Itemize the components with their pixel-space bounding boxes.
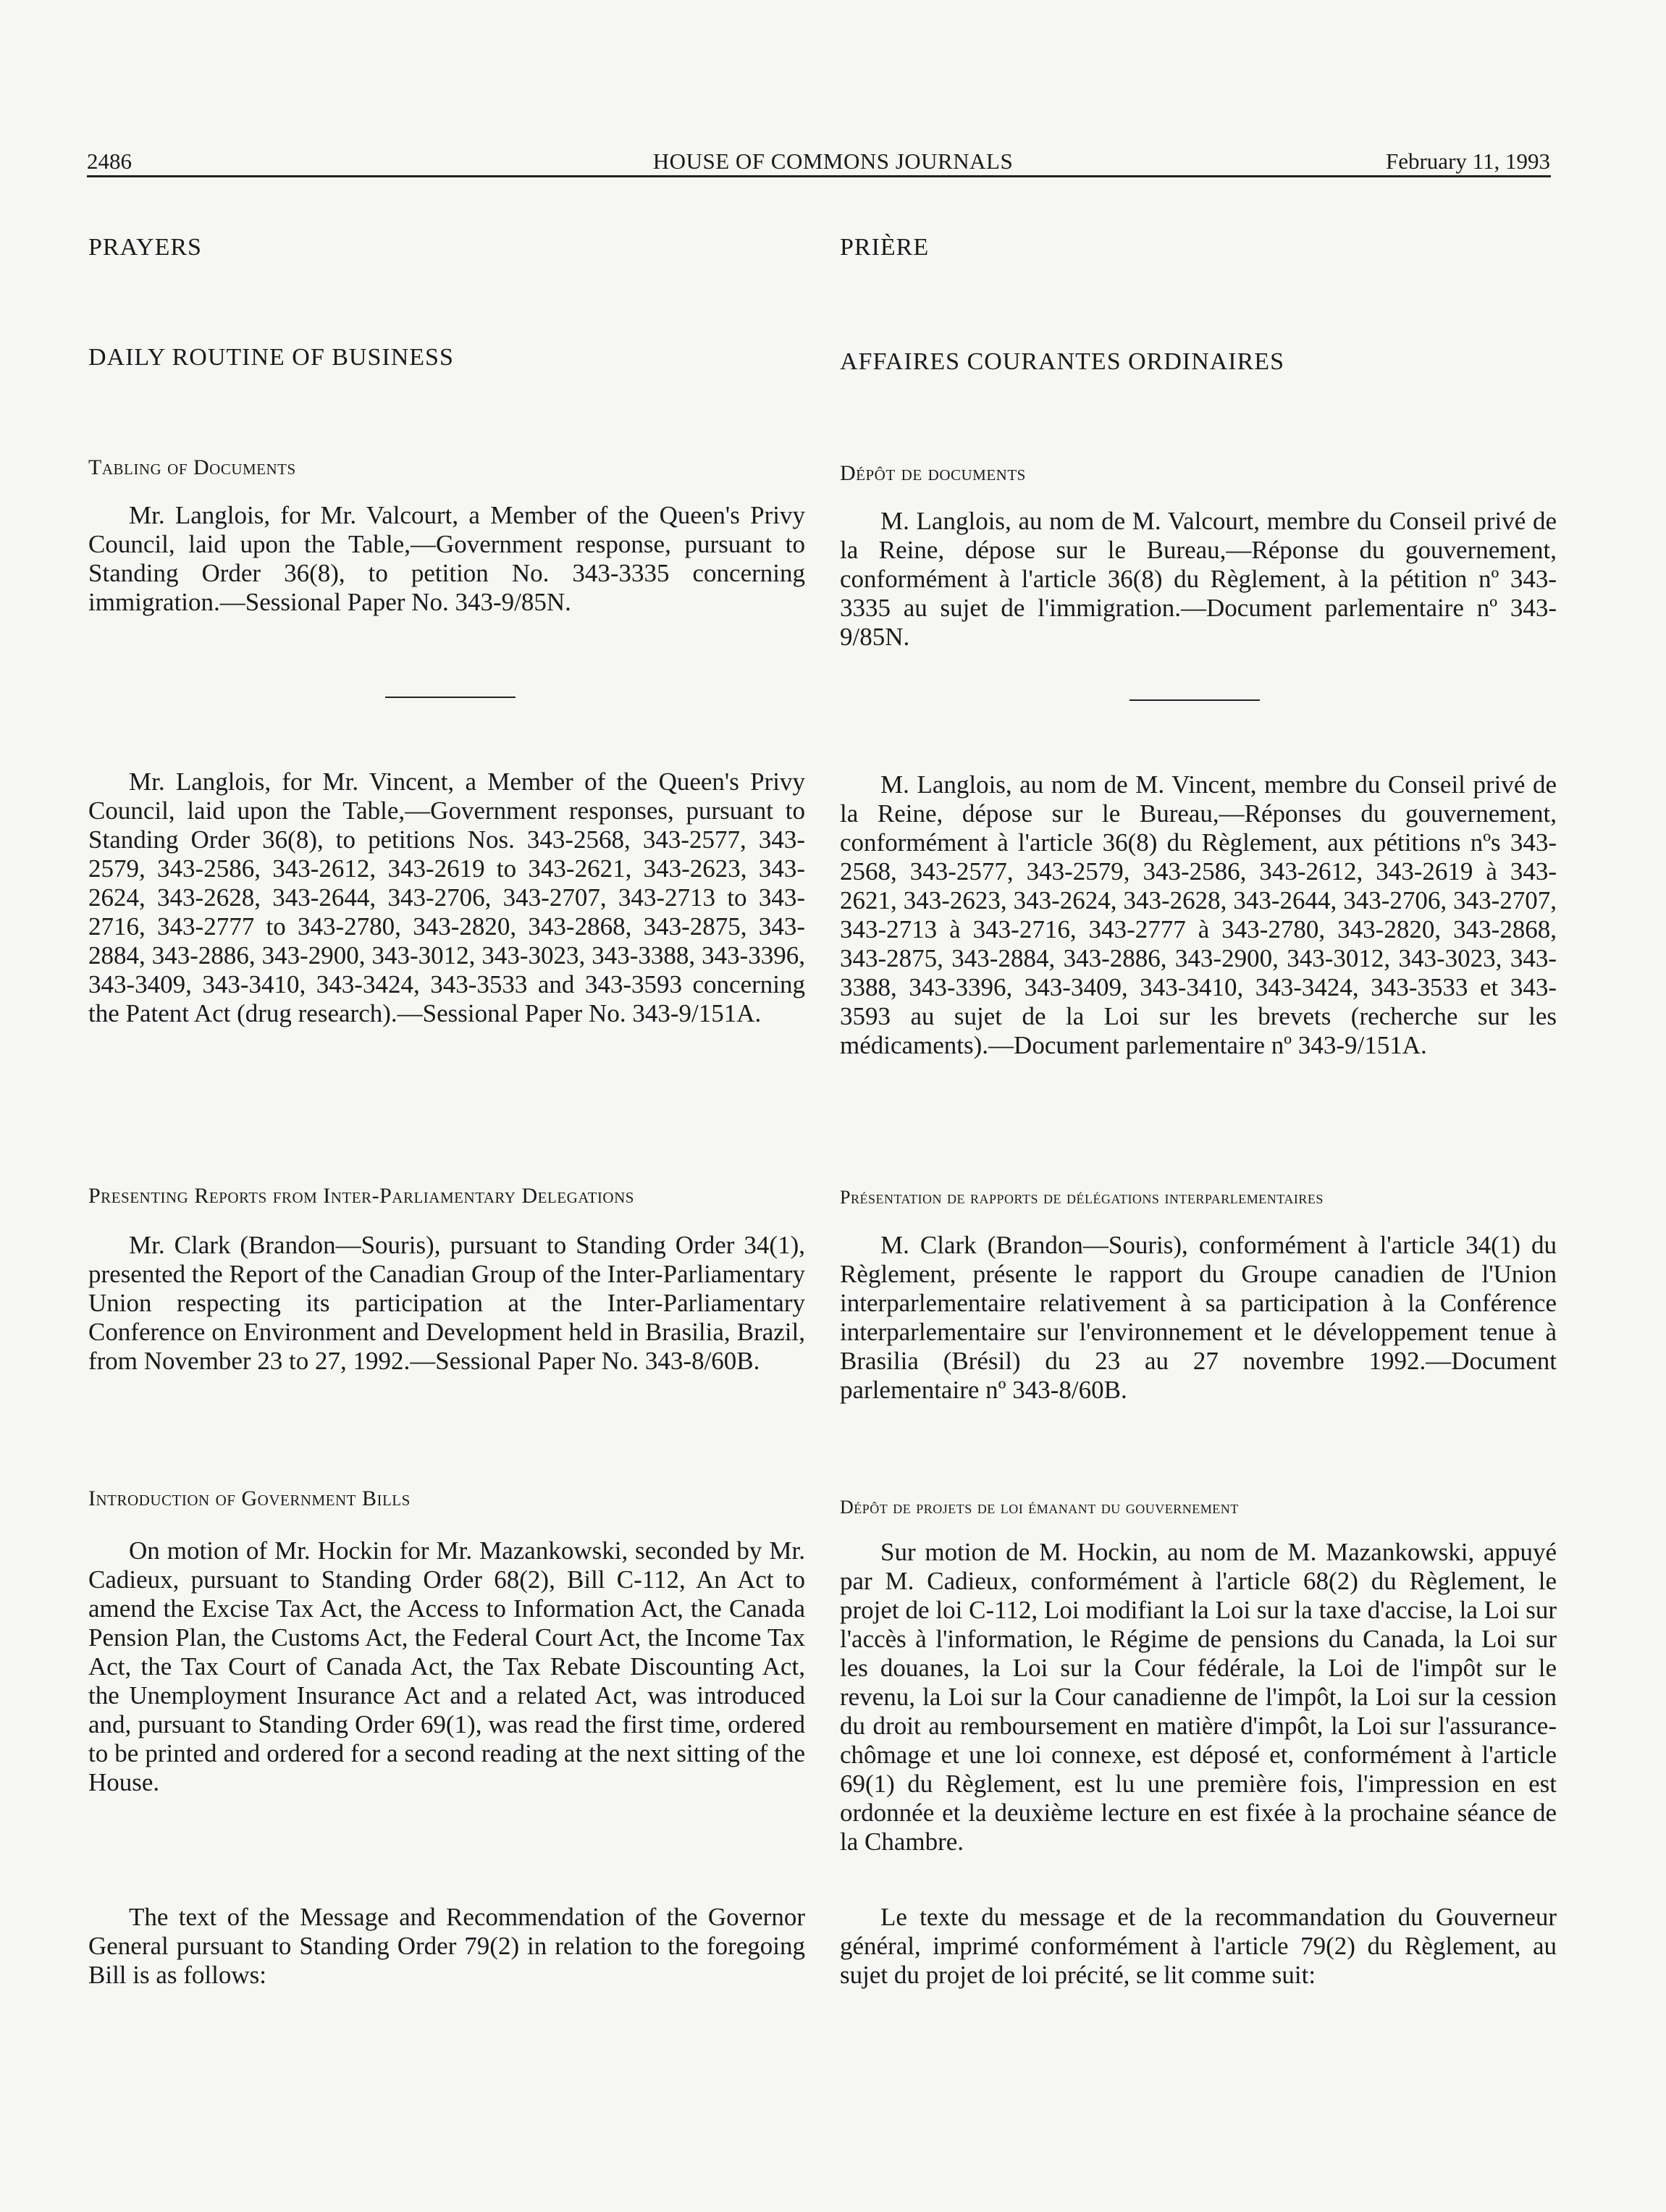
tabling-paragraph-1: Mr. Langlois, for Mr. Valcourt, a Member of the Queen's Privy Council, laid upon the Table,—Government response, pursuant to Standing Order 36(8), to petition No. 343-3335 concerning immigration.—Sessional Paper No. 343-9/85N. [88, 501, 805, 616]
presentation-paragraph: M. Clark (Brandon—Souris), conformément à l'article 34(1) du Règlement, présente le rapport du Groupe canadien de l'Union interparlementaire relativement à sa participation à la Conférence interparlementaire sur l'environnement et le développement tenue à Brasilia (Brésil) du 23 au 27 novembre 1992.—Document parlementaire nº 343-8/60B. [840, 1231, 1557, 1404]
tabling-paragraph-2: Mr. Langlois, for Mr. Vincent, a Member of the Queen's Privy Council, laid upon the Table,—Government responses, pursuant to Standing Order 36(8), to petitions Nos. 343-2568, 343-2577, 343-2579, 343-2586, 343-2612, 343-2619 to 343-2621, 343-2623, 343-2624, 343-2628, 343-2644, 343-2706, 343-2707, 343-2713 to 343-2716, 343-2777 to 343-2780, 343-2820, 343-2868, 343-2875, 343-2884, 343-2886, 343-2900, 343-3012, 343-3023, 343-3388, 343-3396, 343-3409, 343-3410, 343-3424, 343-3533 and 343-3593 concerning the Patent Act (drug research).—Sessional Paper No. 343-9/151A. [88, 768, 805, 1027]
presenting-paragraph: Mr. Clark (Brandon—Souris), pursuant to Standing Order 34(1), presented the Report of the Canadian Group of the Inter-Parliamentary Union respecting its participation at the Inter-Parliamentary Conference on Environment and Development held in Brasilia, Brazil, from November 23 to 27, 1992.—Sessional Paper No. 343-8/60B. [88, 1231, 805, 1375]
page-number: 2486 [87, 148, 132, 174]
message-paragraph: The text of the Message and Recommendation of the Governor General pursuant to Standing Order 79(2) in relation to the foregoing Bill is as follows: [88, 1903, 805, 1989]
depot-paragraph-2: M. Langlois, au nom de M. Vincent, membre du Conseil privé de la Reine, dépose sur le Bureau,—Réponses du gouvernement, conformément à l'article 36(8) du Règlement, aux pétitions nºs 343-2568, 343-2577, 343-2579, 343-2586, 343-2612, 343-2619 à 343-2621, 343-2623, 343-2624, 343-2628, 343-2644, 343-2706, 343-2707, 343-2713 à 343-2716, 343-2777 à 343-2780, 343-2820, 343-2868, 343-2875, 343-2884, 343-2886, 343-2900, 343-3012, 343-3023, 343-3388, 343-3396, 343-3409, 343-3410, 343-3424, 343-3533 et 343-3593 au sujet de la Loi sur les brevets (recherche sur les médicaments).—Document parlementaire nº 343-9/151A. [840, 770, 1557, 1059]
presentation-heading: Présentation de rapports de délégations interparlementaires [840, 1187, 1324, 1208]
header-rule [87, 175, 1551, 177]
message-paragraph-fr: Le texte du message et de la recommandation du Gouverneur général, imprimé conformément à l'article 79(2) du Règlement, au sujet du projet de loi précité, se lit comme suit: [840, 1903, 1557, 1989]
prayers-heading: PRAYERS [88, 234, 202, 261]
affaires-heading: AFFAIRES COURANTES ORDINAIRES [840, 348, 1284, 375]
projets-de-loi-paragraph: Sur motion de M. Hockin, au nom de M. Mazankowski, appuyé par M. Cadieux, conformément à l'article 68(2) du Règlement, le projet de loi C-112, Loi modifiant la Loi sur la taxe d'accise, la Loi sur l'accès à l'information, le Régime de pensions du Canada, la Loi sur les douanes, la Loi sur la Cour fédérale, la Loi de l'impôt sur le revenu, la Loi sur la Cour canadienne de l'impôt, la Loi sur la cession du droit au remboursement en matière d'impôt, la Loi sur l'assurance-chômage et une loi connexe, est déposé et, conformément à l'article 69(1) du Règlement, est lu une première fois, l'impression en est ordonnée et la deuxième lecture en est fixée à la prochaine séance de la Chambre. [840, 1538, 1557, 1856]
section-separator-fr [1129, 699, 1260, 701]
routine-heading: DAILY ROUTINE OF BUSINESS [88, 344, 454, 371]
page-date: February 11, 1993 [1385, 148, 1550, 174]
running-title: HOUSE OF COMMONS JOURNALS [652, 148, 1014, 174]
depot-documents-heading: Dépôt de documents [840, 461, 1026, 485]
bills-heading: Introduction of Government Bills [88, 1486, 411, 1510]
projets-de-loi-heading: Dépôt de projets de loi émanant du gouvernement [840, 1497, 1239, 1518]
depot-paragraph-1: M. Langlois, au nom de M. Valcourt, membre du Conseil privé de la Reine, dépose sur le Bureau,—Réponse du gouvernement, conformément à l'article 36(8) du Règlement, à la pétition nº 343-3335 au sujet de l'immigration.—Document parlementaire nº 343-9/85N. [840, 507, 1557, 651]
bills-paragraph: On motion of Mr. Hockin for Mr. Mazankowski, seconded by Mr. Cadieux, pursuant to Standing Order 68(2), Bill C-112, An Act to amend the Excise Tax Act, the Access to Information Act, the Canada Pension Plan, the Customs Act, the Federal Court Act, the Income Tax Act, the Tax Court of Canada Act, the Tax Rebate Discounting Act, the Unemployment Insurance Act and a related Act, was introduced and, pursuant to Standing Order 69(1), was read the first time, ordered to be printed and ordered for a second reading at the next sitting of the House. [88, 1536, 805, 1796]
tabling-heading: Tabling of Documents [88, 455, 296, 479]
presenting-heading: Presenting Reports from Inter-Parliamentary Delegations [88, 1184, 634, 1208]
section-separator [385, 697, 516, 698]
priere-heading: PRIÈRE [840, 234, 930, 261]
